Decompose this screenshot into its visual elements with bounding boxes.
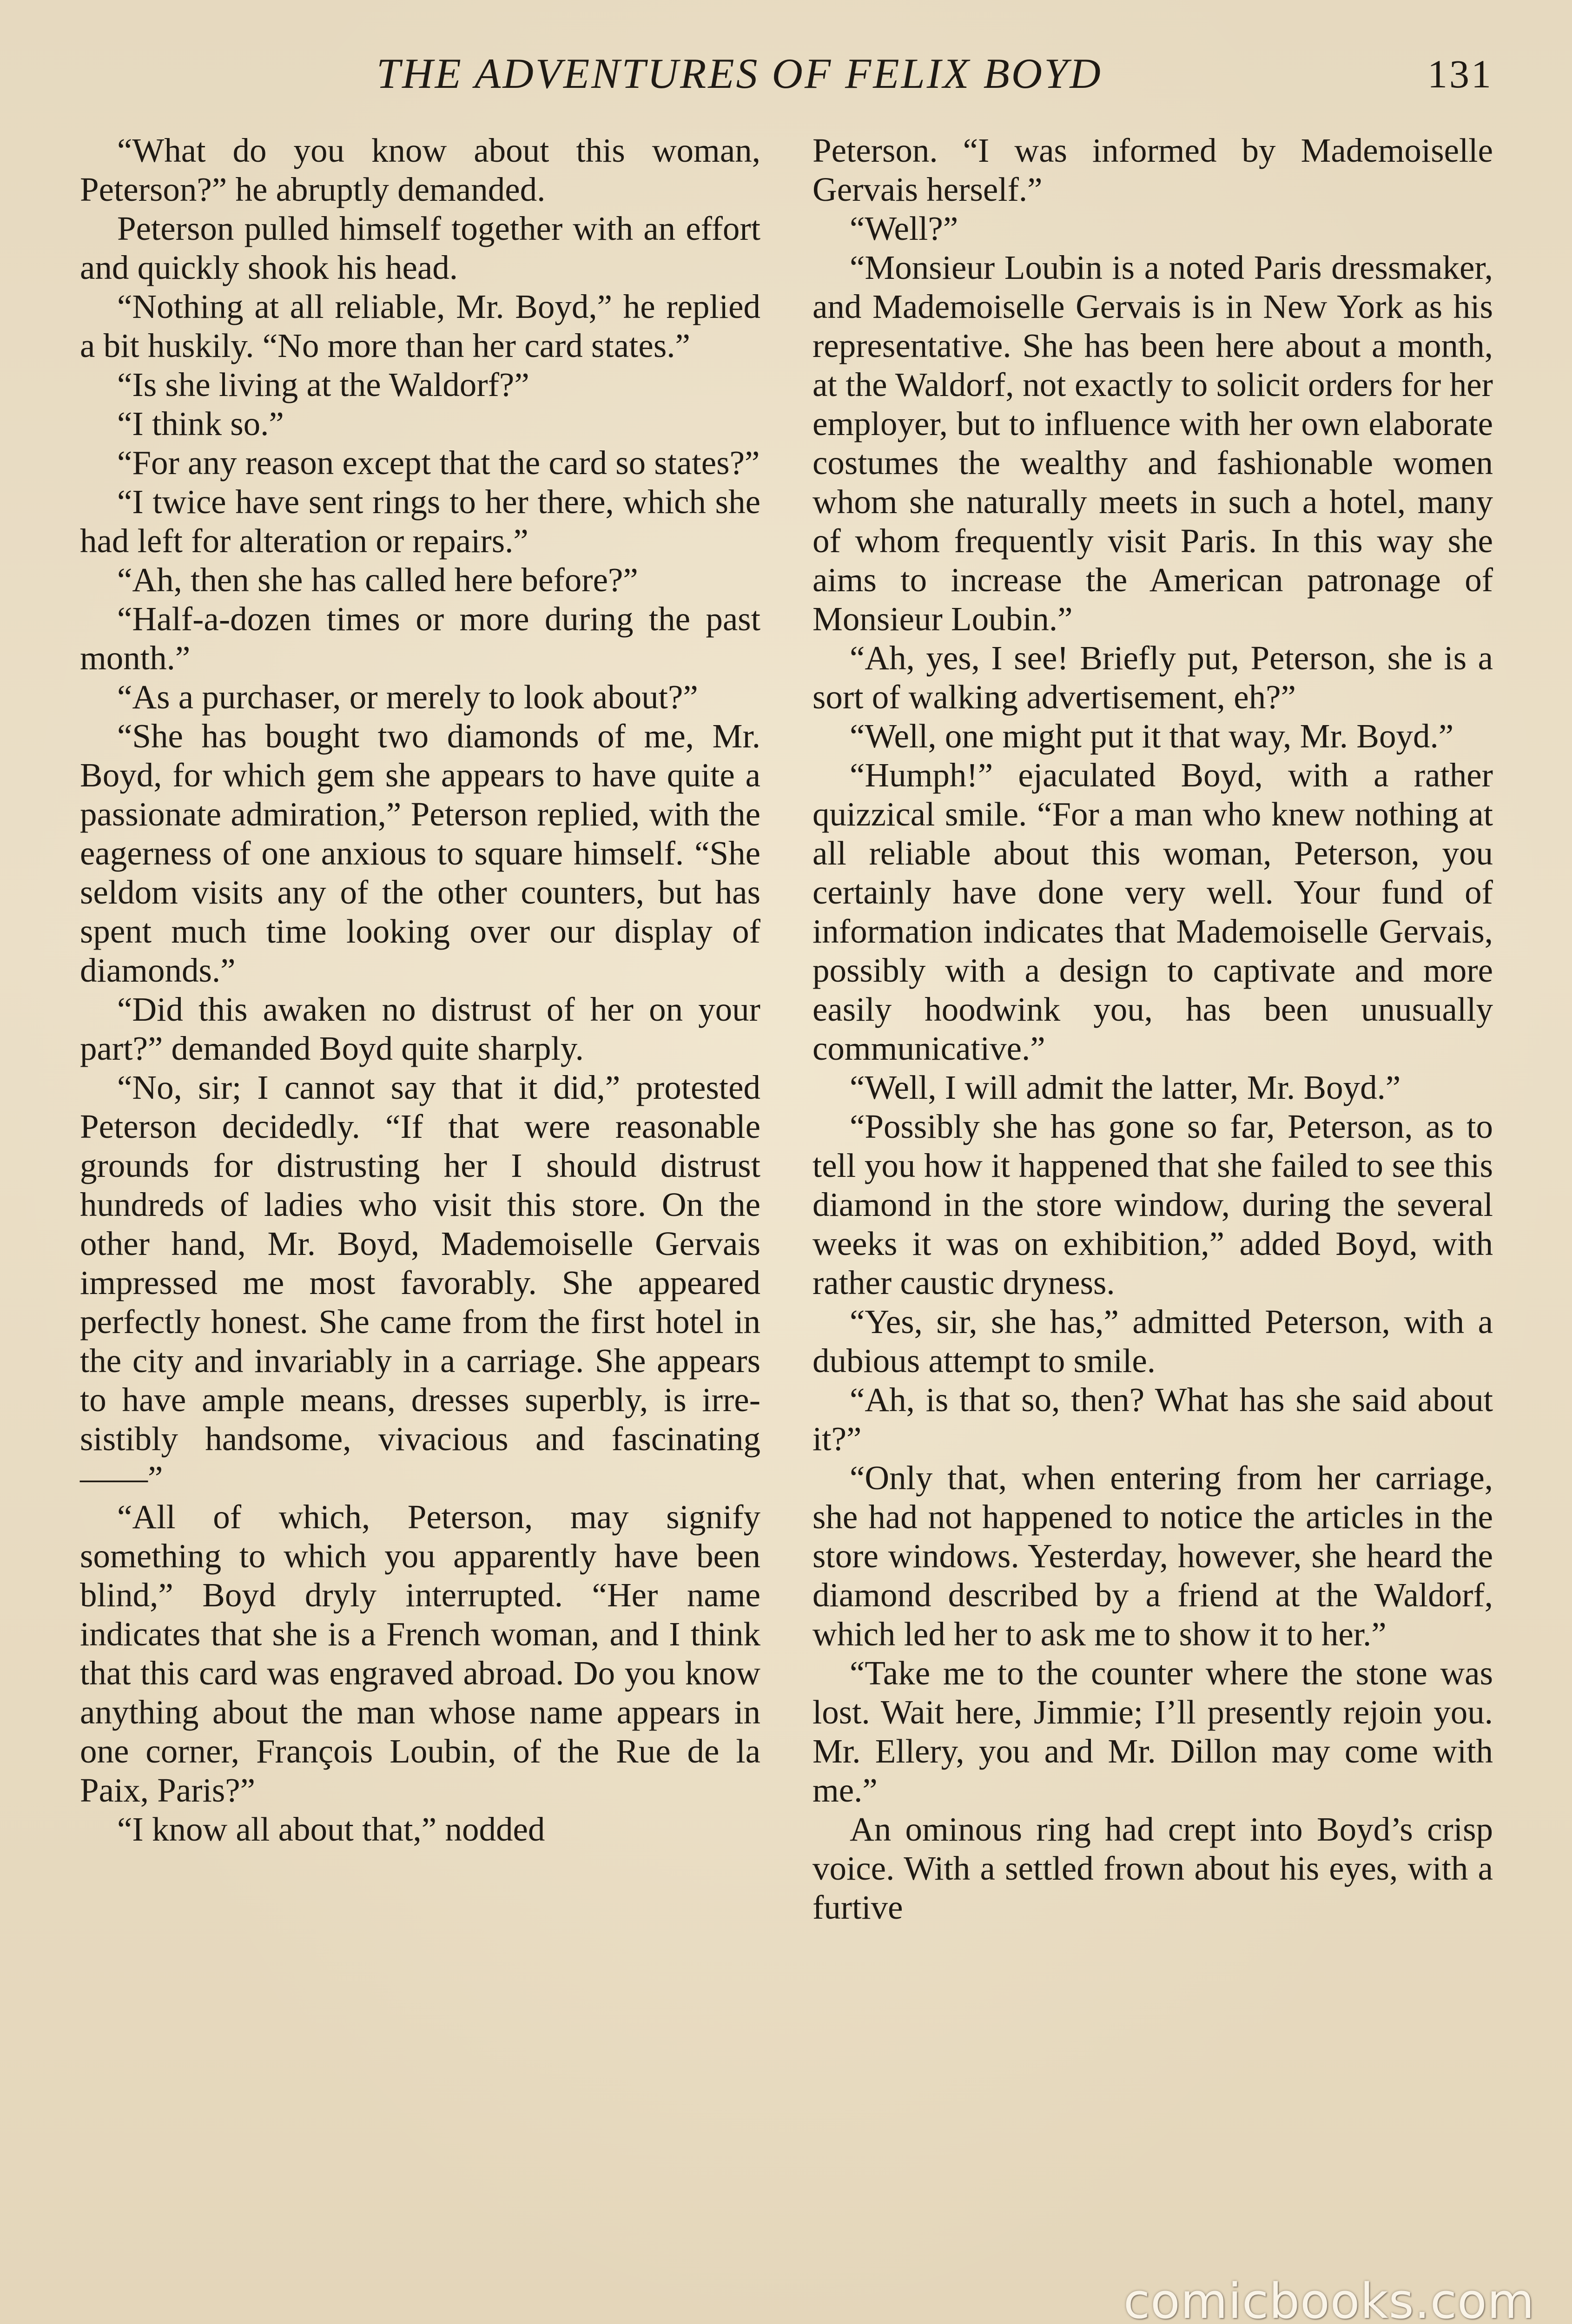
- paragraph: “Monsieur Loubin is a noted Paris dressmaker, and Mademoiselle Gervais is in New York as his representative. She has been here about a month, at the Waldorf, not exactly to solicit orders for her employer, but to influence with her own elaborate costumes the wealthy and fashionable women whom she naturally meets in such a hotel, many of whom frequently visit Paris. In this way she aims to increase the American patronage of Monsieur Loubin.”: [812, 249, 1493, 638]
- paragraph: “Half-a-dozen times or more during the past month.”: [80, 600, 760, 677]
- paragraph: “Ah, is that so, then? What has she said about it?”: [812, 1381, 1493, 1458]
- paragraph: “For any reason except that the card so states?”: [117, 444, 760, 482]
- paragraph: “Well, one might put it that way, Mr. Boyd.”: [850, 717, 1454, 755]
- page-header: [79, 44, 1493, 109]
- paragraph: “I twice have sent rings to her there, which she had left for alteration or repairs.”: [80, 483, 760, 560]
- paragraph: An ominous ring had crept into Boyd’s crisp voice. With a settled frown about his eyes, with a furtive: [812, 1810, 1493, 1926]
- paragraph: “Possibly she has gone so far, Peterson, as to tell you how it happened that she failed to see this diamond in the store window, during the several weeks it was on exhibition,” added Boyd, with rather caustic dryness.: [812, 1108, 1493, 1301]
- paragraph: “What do you know about this woman, Peterson?” he abruptly demanded.: [80, 132, 760, 208]
- running-title: THE ADVENTURES OF FELIX BOYD: [376, 50, 1103, 97]
- paragraph: “I think so.”: [117, 405, 284, 442]
- paragraph: “Did this awaken no distrust of her on your part?” demanded Boyd quite sharply.: [80, 990, 760, 1067]
- paragraph: “Well, I will admit the latter, Mr. Boyd.”: [850, 1069, 1401, 1106]
- paragraph: “All of which, Peterson, may signify something to which you apparently have been blind,” Boyd dryly interrupted. “Her name indicates that she is a French woman, and I think that this card was engraved abroad. Do you know anything about the man whose name appears in one corner, François Loubin, of the Rue de la Paix, Paris?”: [80, 1498, 760, 1809]
- paragraph: Peterson pulled himself together with an effort and quickly shook his head.: [80, 210, 760, 286]
- right-column: [812, 131, 1493, 1927]
- paragraph: “Only that, when entering from her carriage, she had not happened to notice the articles in the store windows. Yesterday, however, she heard the diamond described by a friend at the Waldorf, which led her to ask me to show it to her.”: [812, 1459, 1493, 1653]
- paragraph: “No, sir; I cannot say that it did,” protested Peterson decidedly. “If that were reasonable grounds for distrusting her I should distrust hundreds of ladies who visit this store. On the other hand, Mr. Boyd, Mademoiselle Gervais impressed me most favorably. She appeared perfectly honest. She came from the first hotel in the city and invariably in a carriage. She appears to have ample means, dresses superbly, is irresistibly handsome, vivacious and fascinating——”: [80, 1069, 760, 1497]
- page-number: 131: [1427, 52, 1493, 96]
- paragraph: “Take me to the counter where the stone was lost. Wait here, Jimmie; I’ll presently rejoin you. Mr. Ellery, you and Mr. Dillon may come with me.”: [812, 1654, 1493, 1809]
- paragraph: “As a purchaser, or merely to look about?”: [117, 678, 698, 716]
- paragraph: “I know all about that,” nodded: [117, 1810, 545, 1848]
- paragraph: “Ah, then she has called here before?”: [117, 561, 638, 599]
- paragraph: “Well?”: [850, 210, 958, 247]
- left-column: [80, 131, 760, 1927]
- paragraph: “Is she living at the Waldorf?”: [117, 366, 529, 403]
- paragraph: “Yes, sir, she has,” admitted Peterson, with a dubious attempt to smile.: [812, 1303, 1493, 1380]
- paragraph: “She has bought two diamonds of me, Mr. Boyd, for which gem she appears to have quite a passionate admiration,” Peterson replied, with the eagerness of one anxious to square himself. “She seldom visits any of the other counters, but has spent much time looking over our display of diamonds.”: [80, 717, 760, 989]
- text-columns: [80, 131, 1493, 1927]
- paragraph: “Ah, yes, I see! Briefly put, Peterson, she is a sort of walking advertisement, eh?”: [812, 639, 1493, 716]
- paragraph: “Humph!” ejaculated Boyd, with a rather quizzical smile. “For a man who knew nothing at all reliable about this woman, Peterson, you certainly have done very well. Your fund of information indicates that Mademoiselle Gervais, possibly with a design to captivate and more easily hoodwink you, has been unusually communicative.”: [812, 756, 1493, 1067]
- paragraph: “Nothing at all reliable, Mr. Boyd,” he replied a bit huskily. “No more than her card states.”: [80, 288, 760, 364]
- continued-paragraph: Peterson. “I was informed by Mademoiselle Gervais herself.”: [812, 132, 1493, 208]
- watermark-logo: comicbooks.com: [1123, 2273, 1535, 2324]
